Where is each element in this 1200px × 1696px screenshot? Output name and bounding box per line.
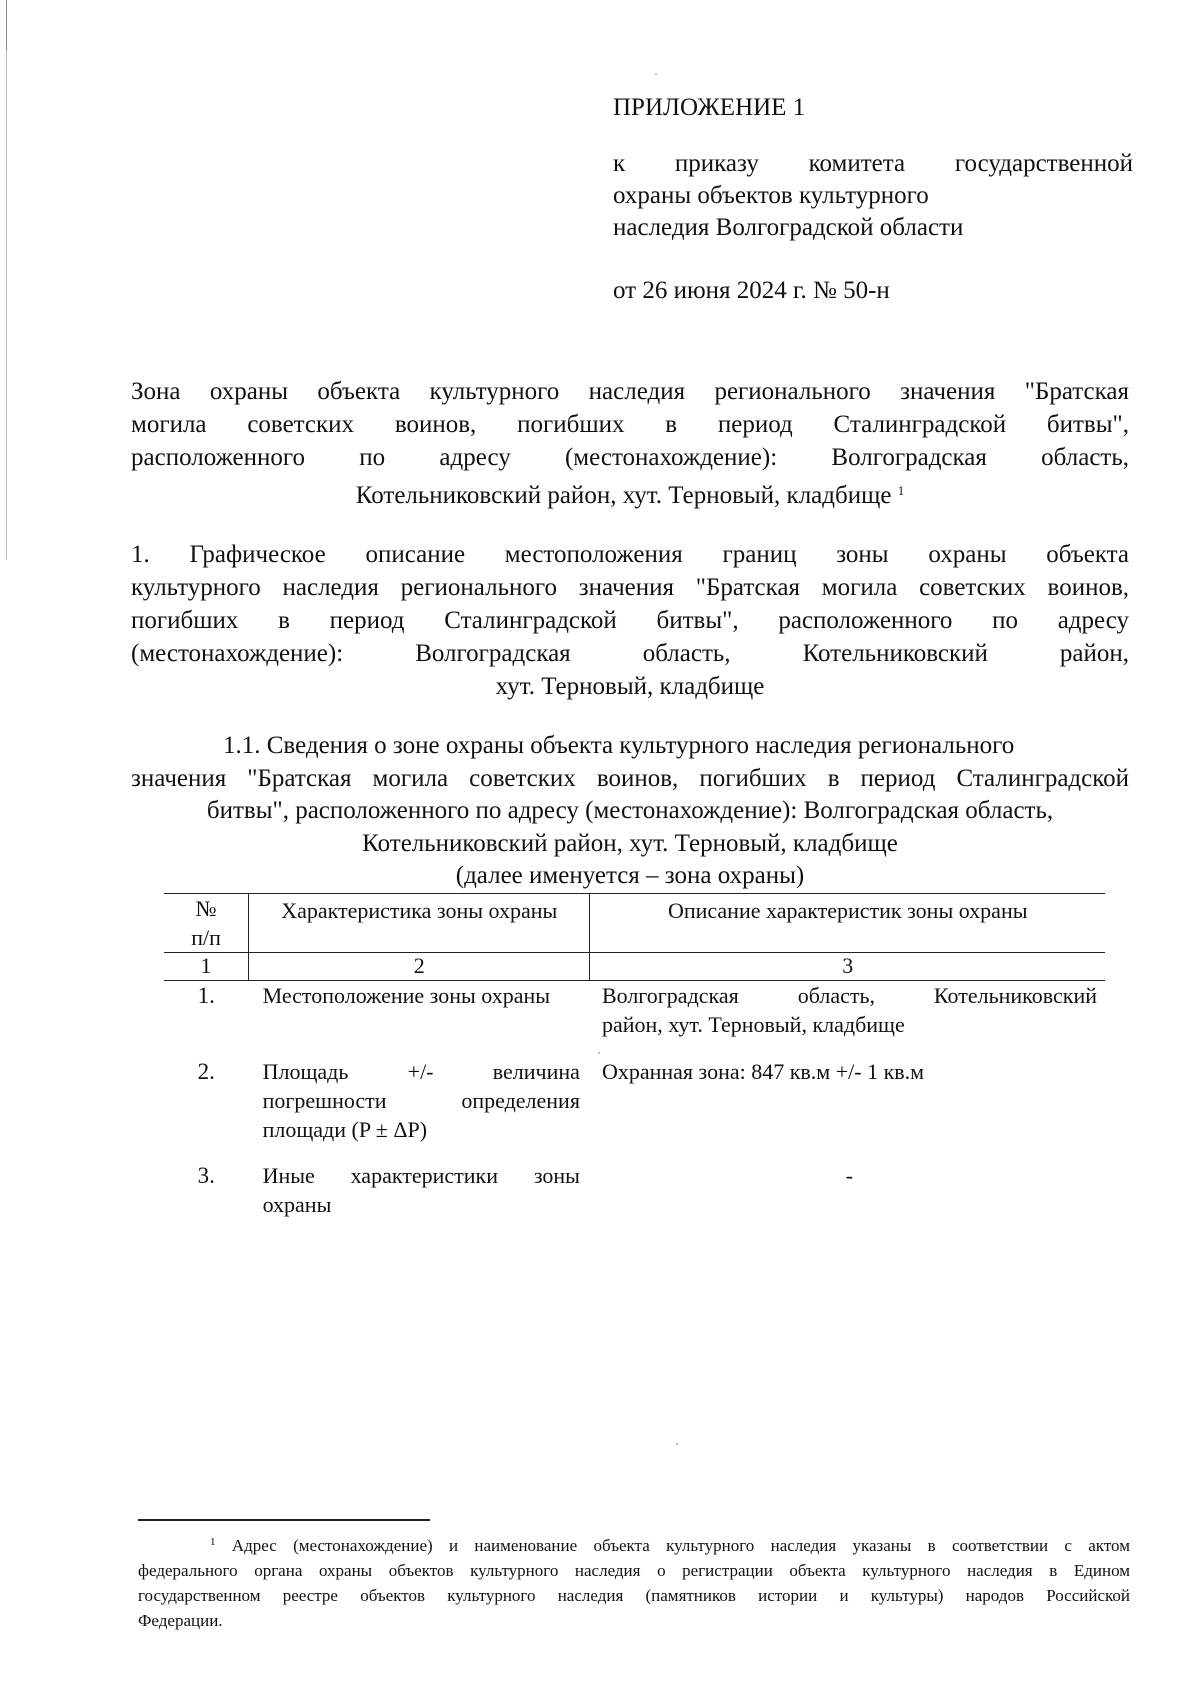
appendix-reference — [613, 148, 1133, 244]
cell-line: площади (P ± ΔP) — [262, 1117, 428, 1142]
section-1-1-line: значения "Братская могила советских воинов, погибших в период Сталинградской — [131, 764, 1129, 792]
table-row — [164, 1161, 1105, 1219]
appendix-date: от 26 июня 2024 г. № 50-н — [613, 277, 890, 304]
heading-line: расположенного по адресу (местонахождение): Волгоградская область, — [131, 444, 1129, 471]
cell-line: Иные характеристики зоны — [262, 1163, 580, 1188]
footnote-separator — [138, 1519, 430, 1521]
section-1-line: культурного наследия регионального значения "Братская могила советских воинов, — [131, 574, 1129, 601]
footnote-reference: 1 — [897, 483, 905, 498]
cell-line: район, хут. Терновый, кладбище — [601, 1012, 905, 1037]
table-header-row — [164, 894, 1105, 953]
cell-line: погрешности определения — [262, 1088, 580, 1113]
row-number: 1. — [197, 983, 215, 1008]
heading-line-text: Котельниковский район, хут. Терновый, кладбище — [355, 482, 892, 509]
section-1-1-line: 1.1. Сведения о зоне охраны объекта культурного наследия регионального — [223, 732, 1015, 759]
appendix-ref-line: охраны объектов культурного — [613, 182, 929, 209]
scan-speck — [655, 73, 657, 75]
heading-line: могила советских воинов, погибших в период Сталинградской битвы", — [131, 411, 1129, 438]
table-row — [164, 981, 1105, 1058]
row-description: - — [845, 1163, 854, 1188]
scan-edge-mark — [6, 0, 7, 50]
header-number-line: п/п — [191, 925, 221, 950]
appendix-title: ПРИЛОЖЕНИЕ 1 — [613, 94, 806, 121]
row-characteristic — [249, 981, 590, 1058]
scan-speck — [676, 1443, 678, 1445]
section-1-1-line: (далее именуется – зона охраны) — [455, 862, 805, 889]
section-1-1-title — [131, 730, 1129, 893]
footnote-text: Адрес (местонахождение) и наименование объекта культурного наследия указаны в соответствии с актом — [231, 1536, 1130, 1555]
section-1-line: хут. Терновый, кладбище — [495, 673, 765, 700]
header-characteristic: Характеристика зоны охраны — [249, 894, 590, 953]
cell-line: Охранная зона: 847 кв.м +/- 1 кв.м — [601, 1059, 925, 1084]
cell-line: Площадь +/- величина — [262, 1059, 580, 1084]
footnote-line — [138, 1530, 1130, 1558]
header-description: Описание характеристик зоны охраны — [590, 894, 1105, 953]
footnote-line: Федерации. — [138, 1611, 223, 1630]
zone-heading — [131, 375, 1129, 512]
section-1-title — [131, 538, 1129, 703]
cell-line: Волгоградская область, Котельниковский — [601, 983, 1097, 1008]
footnote-line: государственном реестре объектов культурного наследия (памятников истории и культуры) народов Российской — [138, 1586, 1130, 1605]
column-number: 3 — [590, 953, 1105, 981]
column-number: 2 — [249, 953, 590, 981]
row-number: 3. — [197, 1163, 215, 1188]
cell-line: Местоположение зоны охраны — [262, 983, 551, 1008]
header-number — [164, 894, 249, 953]
section-1-line: 1. Графическое описание местоположения границ зоны охраны объекта — [131, 541, 1129, 568]
row-characteristic — [249, 1161, 590, 1219]
section-1-line: (местонахождение): Волгоградская область, Котельниковский район, — [131, 640, 1129, 667]
section-1-1-line: Котельниковский район, хут. Терновый, кладбище — [362, 829, 898, 857]
section-1-line: погибших в период Сталинградской битвы", расположенного по адресу — [131, 607, 1129, 634]
appendix-ref-line: наследия Волгоградской области — [613, 214, 964, 241]
heading-line: Зона охраны объекта культурного наследия регионального значения "Братская — [131, 378, 1129, 405]
zone-info-table — [164, 893, 1105, 1219]
heading-line-last — [131, 474, 1129, 512]
scan-edge-line — [6, 0, 7, 560]
row-description — [590, 1057, 1105, 1161]
table-row — [164, 1057, 1105, 1161]
footnote-line: федерального органа охраны объектов культурного наследия о регистрации объекта культурного наследия в Едином — [138, 1561, 1130, 1580]
section-1-1-line: битвы", расположенного по адресу (местонахождение): Волгоградская область, — [206, 797, 1054, 824]
header-number-line: № — [195, 896, 217, 921]
column-number: 1 — [164, 953, 249, 981]
cell-line: охраны — [262, 1192, 332, 1217]
row-number: 2. — [197, 1059, 215, 1084]
column-number-row — [164, 953, 1105, 981]
row-description — [590, 981, 1105, 1058]
footnote — [138, 1530, 1130, 1633]
row-characteristic — [249, 1057, 590, 1161]
footnote-marker: 1 — [210, 1536, 216, 1548]
appendix-ref-line: к приказу комитета государственной — [613, 150, 1133, 177]
